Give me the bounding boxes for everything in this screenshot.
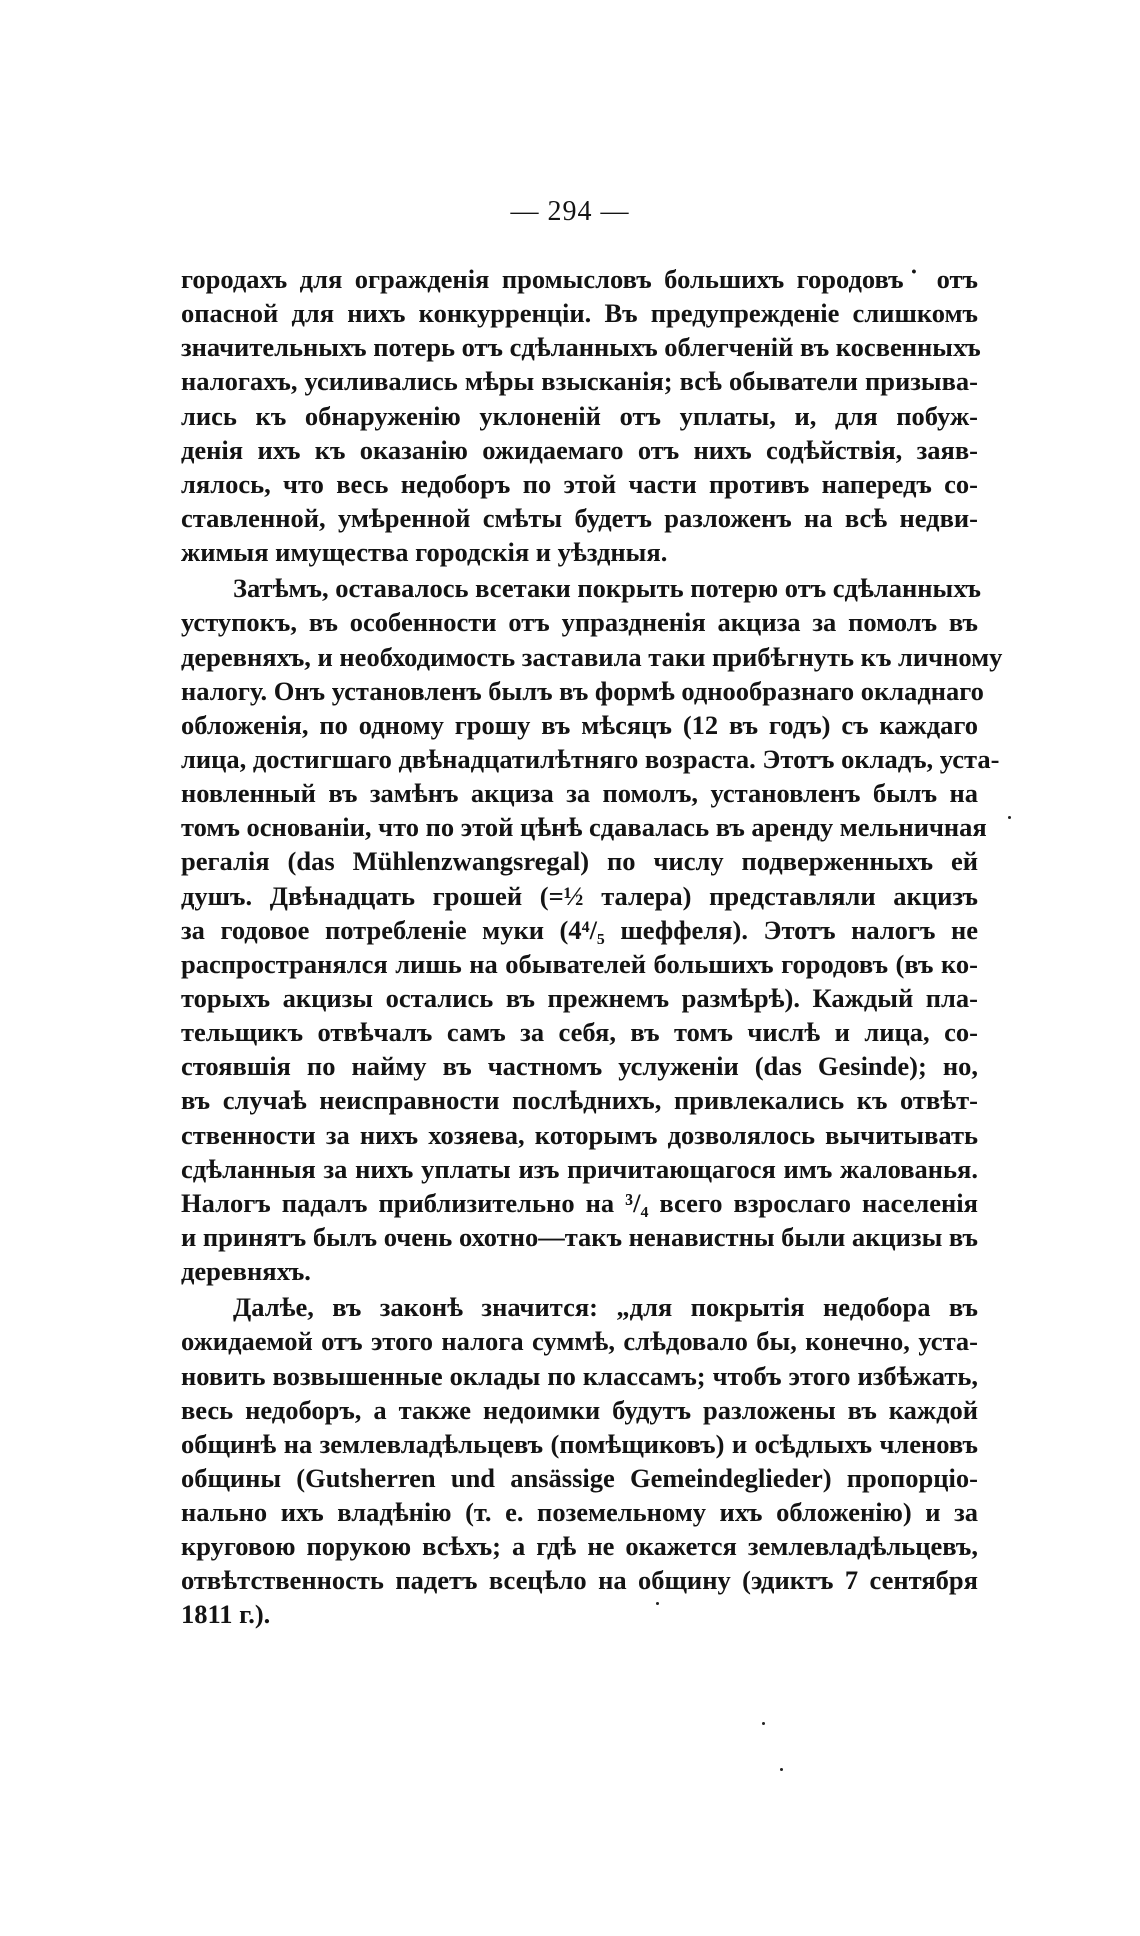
text-line: обложенія, по одному грошу въ мѣсяцъ (12 въ годъ) съ каждаго <box>181 709 978 740</box>
text-line: уступокъ, въ особенности отъ упраздненія акциза за помолъ въ <box>181 607 978 638</box>
scan-speck <box>1008 816 1011 819</box>
text-line: сдѣланныя за нихъ уплаты изъ причитающагося имъ жалованья. <box>181 1153 978 1184</box>
text-line: 1811 г.). <box>181 1599 271 1630</box>
paragraph-1 <box>181 262 981 569</box>
text-line: отвѣтственность падетъ всецѣло на общину (эдиктъ 7 сентября <box>181 1565 978 1596</box>
text-line: за годовое потребленіе муки (4⁴/₅ шеффеля). Этотъ налогъ не <box>181 914 978 945</box>
text-line: стоявшія по найму въ частномъ услуженіи (das Gesinde); но, <box>181 1051 978 1082</box>
text-line: весь недоборъ, а также недоимки будутъ разложены въ каждой <box>181 1394 978 1425</box>
text-line: ственности за нихъ хозяева, которымъ дозволялось вычитывать <box>181 1119 978 1150</box>
text-line: и принятъ былъ очень охотно—такъ ненавистны были акцизы въ <box>181 1221 978 1252</box>
text-line: Далѣе, въ законѣ значится: „для покрытія недобора въ <box>233 1292 978 1323</box>
text-line: деревняхъ. <box>181 1256 311 1287</box>
page-number: — 294 — <box>510 196 630 227</box>
text-line: ожидаемой отъ этого налога суммѣ, слѣдовало бы, конечно, уста- <box>181 1326 978 1357</box>
text-line: налогу. Онъ установленъ былъ въ формѣ однообразнаго окладнаго <box>181 675 984 706</box>
text-line: томъ основаніи, что по этой цѣнѣ сдавалась въ аренду мельничная <box>181 812 987 843</box>
text-line: регалія (das Mühlenzwangsregal) по числу подверженныхъ ей <box>181 846 978 877</box>
text-line: общинѣ на землевладѣльцевъ (помѣщиковъ) и осѣдлыхъ членовъ <box>181 1428 978 1459</box>
text-line: деревняхъ, и необходимость заставила таки прибѣгнуть къ личному <box>181 641 1003 672</box>
scan-speck <box>656 1602 659 1605</box>
text-line: опасной для нихъ конкурренціи. Въ предупрежденіе слишкомъ <box>181 298 978 329</box>
paragraph-2 <box>181 571 1003 1288</box>
text-line: торыхъ акцизы остались въ прежнемъ размѣрѣ). Каждый пла- <box>181 982 978 1013</box>
text-line: лица, достигшаго двѣнадцатилѣтняго возраста. Этотъ окладъ, уста- <box>181 743 1000 774</box>
text-line: Затѣмъ, оставалось всетаки покрыть потерю отъ сдѣланныхъ <box>233 573 981 604</box>
text-line: нально ихъ владѣнію (т. е. поземельному ихъ обложенію) и за <box>181 1497 978 1528</box>
text-body <box>181 262 1003 1632</box>
text-line: ставленной, умѣренной смѣты будетъ разложенъ на всѣ недви- <box>181 502 978 533</box>
text-line: новленный въ замѣнъ акциза за помолъ, установленъ былъ на <box>181 778 978 809</box>
text-line: налогахъ, усиливались мѣры взысканія; всѣ обыватели призыва- <box>181 366 978 397</box>
text-line: жимыя имущества городскія и уѣздныя. <box>181 537 668 568</box>
text-line: распространялся лишь на обывателей большихъ городовъ (въ ко- <box>181 948 978 979</box>
text-line: новить возвышенные оклады по классамъ; чтобъ этого избѣжать, <box>181 1360 978 1391</box>
text-line: круговою порукою всѣхъ; а гдѣ не окажется землевладѣльцевъ, <box>181 1531 978 1562</box>
text-line: общины (Gutsherren und ansässige Gemeindeglieder) пропорціо- <box>181 1462 978 1493</box>
text-line: денія ихъ къ оказанію ожидаемаго отъ нихъ содѣйствія, заяв- <box>181 434 978 465</box>
text-line: въ случаѣ неисправности послѣднихъ, привлекались къ отвѣт- <box>181 1085 978 1116</box>
text-line: лялось, что весь недоборъ по этой части противъ напередъ со- <box>181 468 978 499</box>
scan-speck <box>762 1722 765 1725</box>
text-line: значительныхъ потерь отъ сдѣланныхъ облегченій въ косвенныхъ <box>181 332 981 363</box>
text-line: Налогъ падалъ приблизительно на ³/₄ всего взрослаго населенія <box>181 1187 978 1218</box>
scan-speck <box>780 1768 783 1771</box>
text-line: городахъ для огражденія промысловъ большихъ городовъ˙ отъ <box>181 264 978 294</box>
text-line: тельщикъ отвѣчалъ самъ за себя, въ томъ числѣ и лица, со- <box>181 1017 978 1048</box>
text-line: лись къ обнаруженію уклоненій отъ уплаты, и, для побуж- <box>181 400 978 431</box>
paragraph-3 <box>181 1290 978 1631</box>
text-line: душъ. Двѣнадцать грошей (=½ талера) представляли акцизъ <box>181 880 978 911</box>
